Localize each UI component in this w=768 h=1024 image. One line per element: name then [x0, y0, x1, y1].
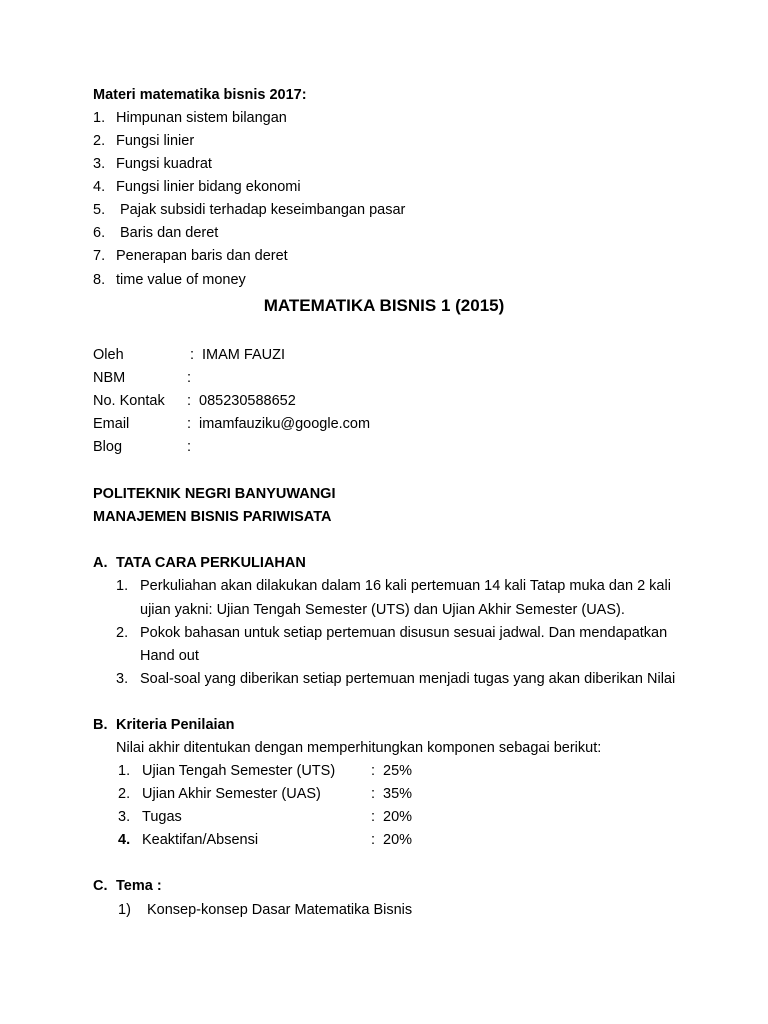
info-separator: :: [187, 370, 192, 386]
materi-item-text: Himpunan sistem bilangan: [116, 110, 287, 126]
section-a-heading: TATA CARA PERKULIAHAN: [116, 555, 306, 571]
section-a-item-num: 3.: [116, 671, 129, 687]
info-label: NBM: [93, 370, 126, 386]
info-label: Oleh: [93, 347, 124, 363]
tema-item-text: Konsep-konsep Dasar Matematika Bisnis: [147, 902, 413, 918]
criteria-value: 25%: [383, 763, 413, 779]
info-separator: :: [190, 347, 195, 363]
materi-item-text: Fungsi linier: [116, 133, 195, 149]
info-label: Blog: [93, 439, 123, 455]
materi-item-num: 4.: [93, 179, 106, 195]
info-label: No. Kontak: [93, 393, 165, 409]
info-separator: :: [187, 416, 192, 432]
materi-item-text: Fungsi linier bidang ekonomi: [116, 179, 301, 195]
criteria-num: 4.: [118, 832, 131, 848]
section-a-item-line: ujian yakni: Ujian Tengah Semester (UTS) dan Ujian Akhir Semester (UAS).: [140, 602, 625, 618]
info-value-contact: 085230588652: [199, 393, 296, 409]
criteria-separator: :: [371, 832, 376, 848]
section-a-item-line: Perkuliahan akan dilakukan dalam 16 kali pertemuan 14 kali Tatap muka dan 2 kali: [140, 578, 671, 594]
info-value-email: imamfauziku@google.com: [199, 416, 371, 432]
criteria-name: Ujian Akhir Semester (UAS): [142, 786, 321, 802]
materi-item-num: 7.: [93, 248, 106, 264]
section-c-heading: Tema :: [116, 878, 162, 894]
criteria-value: 20%: [383, 832, 413, 848]
materi-heading: Materi matematika bisnis 2017:: [93, 87, 307, 103]
info-separator: :: [187, 393, 192, 409]
section-b-letter: B.: [93, 717, 108, 733]
section-a-item-line: Soal-soal yang diberikan setiap pertemuan menjadi tugas yang akan diberikan Nilai: [140, 671, 676, 687]
section-a-item-num: 1.: [116, 578, 129, 594]
tema-item-num: 1): [118, 902, 131, 918]
info-separator: :: [187, 439, 192, 455]
materi-item-text: Pajak subsidi terhadap keseimbangan pasar: [120, 202, 406, 218]
materi-item-num: 3.: [93, 156, 106, 172]
criteria-separator: :: [371, 763, 376, 779]
criteria-separator: :: [371, 809, 376, 825]
section-c-letter: C.: [93, 878, 108, 894]
materi-item-text: Baris dan deret: [120, 225, 219, 241]
materi-item-text: Penerapan baris dan deret: [116, 248, 288, 264]
materi-item-num: 2.: [93, 133, 106, 149]
section-a-letter: A.: [93, 555, 108, 571]
materi-item-num: 1.: [93, 110, 106, 126]
criteria-num: 2.: [118, 786, 131, 802]
criteria-separator: :: [371, 786, 376, 802]
criteria-value: 20%: [383, 809, 413, 825]
section-a-item-line: Pokok bahasan untuk setiap pertemuan disusun sesuai jadwal. Dan mendapatkan: [140, 625, 668, 641]
section-b-heading: Kriteria Penilaian: [116, 717, 235, 733]
materi-item-text: time value of money: [116, 272, 246, 288]
institution-program: MANAJEMEN BISNIS PARIWISATA: [93, 509, 332, 525]
criteria-num: 3.: [118, 809, 131, 825]
section-a-item-line: Hand out: [140, 648, 199, 664]
info-label: Email: [93, 416, 130, 432]
section-b-intro: Nilai akhir ditentukan dengan memperhitungkan komponen sebagai berikut:: [116, 740, 602, 756]
info-value-author: IMAM FAUZI: [202, 347, 285, 363]
section-a-item-num: 2.: [116, 625, 129, 641]
criteria-num: 1.: [118, 763, 131, 779]
materi-item-num: 5.: [93, 202, 106, 218]
criteria-value: 35%: [383, 786, 413, 802]
criteria-name: Tugas: [142, 809, 182, 825]
materi-item-text: Fungsi kuadrat: [116, 156, 212, 172]
criteria-name: Keaktifan/Absensi: [142, 832, 259, 848]
materi-item-num: 6.: [93, 225, 106, 241]
criteria-name: Ujian Tengah Semester (UTS): [142, 763, 336, 779]
document-title: MATEMATIKA BISNIS 1 (2015): [263, 296, 505, 315]
materi-item-num: 8.: [93, 272, 106, 288]
institution-name: POLITEKNIK NEGRI BANYUWANGI: [93, 486, 336, 502]
